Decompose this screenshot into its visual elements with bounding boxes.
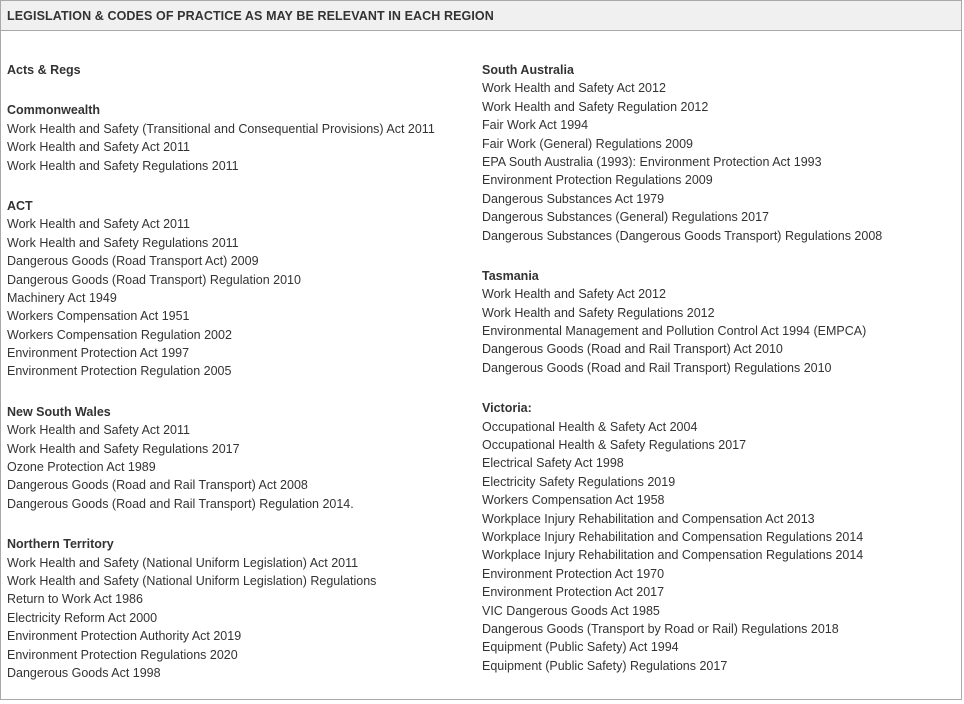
legislation-item: Work Health and Safety (National Uniform Legislation) Regulations (7, 573, 377, 588)
intro-section (7, 61, 467, 79)
region-heading: Commonwealth (7, 103, 101, 118)
legislation-item: Return to Work Act 1986 (7, 592, 143, 607)
legislation-item: Environment Protection Authority Act 2019 (7, 629, 242, 644)
legislation-item: VIC Dangerous Goods Act 1985 (482, 603, 660, 618)
legislation-item: Dangerous Goods (Transport by Road or Rail) Regulations 2018 (482, 621, 839, 636)
legislation-item: Dangerous Goods Act 1998 (7, 665, 161, 680)
region-heading: Victoria: (482, 401, 532, 416)
legislation-item: Dangerous Goods (Road Transport Act) 2009 (7, 254, 259, 269)
legislation-item: Environmental Management and Pollution Control Act 1994 (EMPCA) (482, 324, 867, 339)
legislation-item: Work Health and Safety (National Uniform Legislation) Act 2011 (7, 555, 359, 570)
region-section-northern-territory (7, 535, 467, 682)
legislation-item: Work Health and Safety Regulations 2011 (7, 158, 239, 173)
legislation-item: Dangerous Substances (General) Regulations 2017 (482, 210, 769, 225)
region-heading: Northern Territory (7, 537, 114, 552)
region-section-south-australia (482, 61, 952, 245)
legislation-item: Work Health and Safety Regulations 2017 (7, 441, 240, 456)
region-heading: South Australia (482, 63, 574, 77)
legislation-item: Dangerous Substances Act 1979 (482, 191, 665, 206)
panel-title: LEGISLATION & CODES OF PRACTICE AS MAY BE RELEVANT IN EACH REGION (7, 9, 494, 23)
panel-header (1, 1, 961, 31)
legislation-item: Dangerous Goods (Road and Rail Transport) Regulations 2010 (482, 360, 832, 375)
legislation-item: Dangerous Goods (Road and Rail Transport) Act 2010 (482, 342, 783, 357)
acts-regs-heading: Acts & Regs (7, 63, 81, 77)
region-section-new-south-wales (7, 403, 467, 513)
legislation-item: Work Health and Safety Act 2012 (482, 81, 666, 96)
legislation-item: Electrical Safety Act 1998 (482, 456, 624, 471)
legislation-item: Work Health and Safety Act 2012 (482, 287, 666, 302)
legislation-item: Occupational Health & Safety Regulations 2017 (482, 438, 747, 453)
legislation-item: Work Health and Safety (Transitional and Consequential Provisions) Act 2011 (7, 121, 435, 136)
legislation-item: Equipment (Public Safety) Regulations 2017 (482, 658, 728, 673)
legislation-item: Dangerous Goods (Road and Rail Transport) Regulation 2014. (7, 496, 354, 511)
legislation-item: EPA South Australia (1993): Environment Protection Act 1993 (482, 154, 822, 169)
legislation-item: Environment Protection Regulations 2009 (482, 173, 713, 188)
legislation-item: Workers Compensation Act 1951 (7, 309, 190, 324)
legislation-item: Environment Protection Regulations 2020 (7, 647, 238, 662)
legislation-item: Fair Work Act 1994 (482, 118, 589, 133)
legislation-item: Electricity Reform Act 2000 (7, 610, 158, 625)
legislation-item: Environment Protection Act 1970 (482, 566, 665, 581)
region-section-commonwealth (7, 101, 467, 175)
legislation-item: Dangerous Goods (Road and Rail Transport) Act 2008 (7, 478, 308, 493)
left-column (7, 61, 467, 704)
region-heading: Tasmania (482, 268, 539, 283)
legislation-item: Dangerous Substances (Dangerous Goods Transport) Regulations 2008 (482, 228, 883, 243)
legislation-item: Workplace Injury Rehabilitation and Compensation Act 2013 (482, 511, 815, 526)
legislation-item: Machinery Act 1949 (7, 290, 117, 305)
legislation-item: Workplace Injury Rehabilitation and Compensation Regulations 2014 (482, 529, 864, 544)
legislation-item: Workplace Injury Rehabilitation and Compensation Regulations 2014 (482, 548, 864, 563)
legislation-item: Fair Work (General) Regulations 2009 (482, 136, 693, 151)
region-section-victoria (482, 399, 952, 675)
legislation-item: Ozone Protection Act 1989 (7, 460, 156, 475)
legislation-item: Work Health and Safety Regulations 2011 (7, 235, 239, 250)
legislation-item: Work Health and Safety Act 2011 (7, 423, 190, 438)
legislation-item: Occupational Health & Safety Act 2004 (482, 419, 698, 434)
legislation-item: Environment Protection Regulation 2005 (7, 364, 232, 379)
right-column (482, 61, 952, 697)
legislation-item: Workers Compensation Regulation 2002 (7, 327, 232, 342)
legislation-item: Equipment (Public Safety) Act 1994 (482, 640, 679, 655)
legislation-item: Work Health and Safety Act 2011 (7, 217, 190, 232)
legislation-item: Work Health and Safety Act 2011 (7, 140, 190, 155)
legislation-item: Dangerous Goods (Road Transport) Regulation 2010 (7, 272, 301, 287)
region-heading: New South Wales (7, 404, 111, 419)
legislation-item: Work Health and Safety Regulations 2012 (482, 305, 715, 320)
legislation-item: Environment Protection Act 1997 (7, 346, 190, 361)
legislation-item: Environment Protection Act 2017 (482, 585, 665, 600)
region-section-tasmania (482, 267, 952, 377)
legislation-item: Work Health and Safety Regulation 2012 (482, 99, 709, 114)
legislation-item: Electricity Safety Regulations 2019 (482, 474, 676, 489)
region-section-act (7, 197, 467, 381)
legislation-item: Workers Compensation Act 1958 (482, 493, 665, 508)
region-heading: ACT (7, 198, 33, 213)
